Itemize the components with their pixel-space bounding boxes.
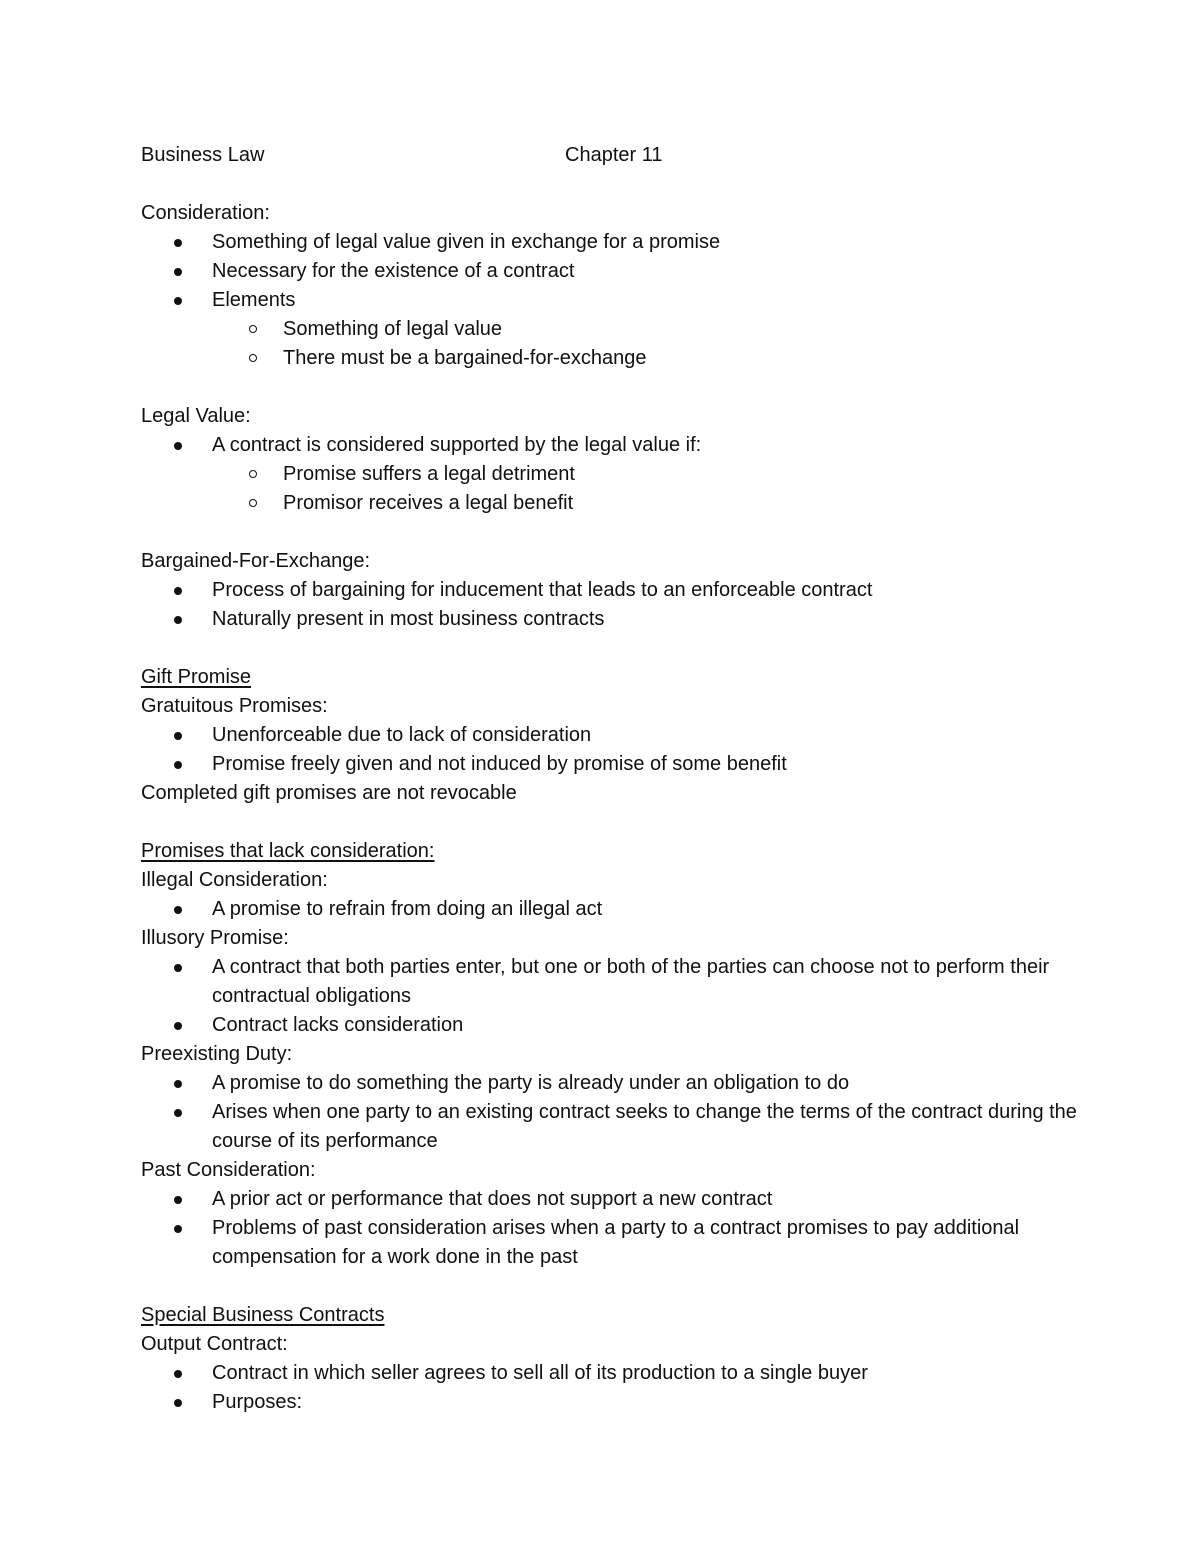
list-item: A promise to refrain from doing an illegal act	[212, 895, 1081, 924]
bargained-heading: Bargained-For-Exchange:	[141, 550, 371, 572]
list-item: Necessary for the existence of a contract	[212, 257, 1081, 286]
sub-list-item: Something of legal value	[283, 315, 1081, 344]
bargained-list	[141, 576, 1081, 634]
list-item: A prior act or performance that does not support a new contract	[212, 1185, 1081, 1214]
list-item-text: A contract is considered supported by the legal value if:	[212, 434, 702, 456]
consideration-heading: Consideration:	[141, 202, 270, 224]
spacer	[141, 1272, 1081, 1301]
special-contracts-section	[141, 1301, 1081, 1417]
past-consideration-heading: Past Consideration:	[141, 1159, 316, 1181]
list-item: Arises when one party to an existing contract seeks to change the terms of the contract during the course of its performance	[212, 1098, 1081, 1156]
output-contract-list	[141, 1359, 1081, 1417]
lack-consideration-heading: Promises that lack consideration:	[141, 840, 435, 862]
sub-list-item: Promise suffers a legal detriment	[283, 460, 1081, 489]
document-header	[141, 141, 1081, 170]
elements-sublist	[212, 315, 1081, 373]
list-item	[212, 431, 1081, 518]
bargained-section	[141, 547, 1081, 634]
list-item-text: Elements	[212, 289, 296, 311]
list-item: Contract lacks consideration	[212, 1011, 1081, 1040]
list-item: A contract that both parties enter, but one or both of the parties can choose not to perform their contractual obligations	[212, 953, 1081, 1011]
gratuitous-list	[141, 721, 1081, 779]
special-contracts-heading: Special Business Contracts	[141, 1304, 385, 1326]
sub-list-item: Promisor receives a legal benefit	[283, 489, 1081, 518]
consideration-list	[141, 228, 1081, 373]
list-item: Purposes:	[212, 1388, 1081, 1417]
list-item: Problems of past consideration arises when a party to a contract promises to pay additional compensation for a work done in the past	[212, 1214, 1081, 1272]
past-consideration-list	[141, 1185, 1081, 1272]
list-item: Unenforceable due to lack of consideration	[212, 721, 1081, 750]
list-item	[212, 286, 1081, 373]
spacer	[141, 170, 1081, 199]
gift-promise-section	[141, 663, 1081, 808]
illegal-consideration-list	[141, 895, 1081, 924]
legal-value-sublist	[212, 460, 1081, 518]
list-item: Naturally present in most business contracts	[212, 605, 1081, 634]
illusory-promise-list	[141, 953, 1081, 1040]
chapter-title: Chapter 11	[565, 144, 663, 166]
legal-value-heading: Legal Value:	[141, 405, 251, 427]
preexisting-duty-list	[141, 1069, 1081, 1156]
legal-value-section	[141, 402, 1081, 518]
list-item: Process of bargaining for inducement that leads to an enforceable contract	[212, 576, 1081, 605]
gift-promise-heading: Gift Promise	[141, 666, 252, 688]
gratuitous-heading: Gratuitous Promises:	[141, 695, 328, 717]
spacer	[141, 634, 1081, 663]
list-item: Something of legal value given in exchange for a promise	[212, 228, 1081, 257]
spacer	[141, 808, 1081, 837]
output-contract-heading: Output Contract:	[141, 1333, 288, 1355]
course-title: Business Law	[141, 144, 265, 166]
spacer	[141, 373, 1081, 402]
sub-list-item: There must be a bargained-for-exchange	[283, 344, 1081, 373]
legal-value-list	[141, 431, 1081, 518]
illegal-consideration-heading: Illegal Consideration:	[141, 869, 328, 891]
document-page	[141, 141, 1081, 1417]
illusory-promise-heading: Illusory Promise:	[141, 927, 289, 949]
preexisting-duty-heading: Preexisting Duty:	[141, 1043, 293, 1065]
spacer	[141, 518, 1081, 547]
list-item: A promise to do something the party is already under an obligation to do	[212, 1069, 1081, 1098]
lack-consideration-section	[141, 837, 1081, 1272]
gift-note: Completed gift promises are not revocable	[141, 782, 517, 804]
list-item: Promise freely given and not induced by promise of some benefit	[212, 750, 1081, 779]
consideration-section	[141, 199, 1081, 373]
list-item: Contract in which seller agrees to sell all of its production to a single buyer	[212, 1359, 1081, 1388]
